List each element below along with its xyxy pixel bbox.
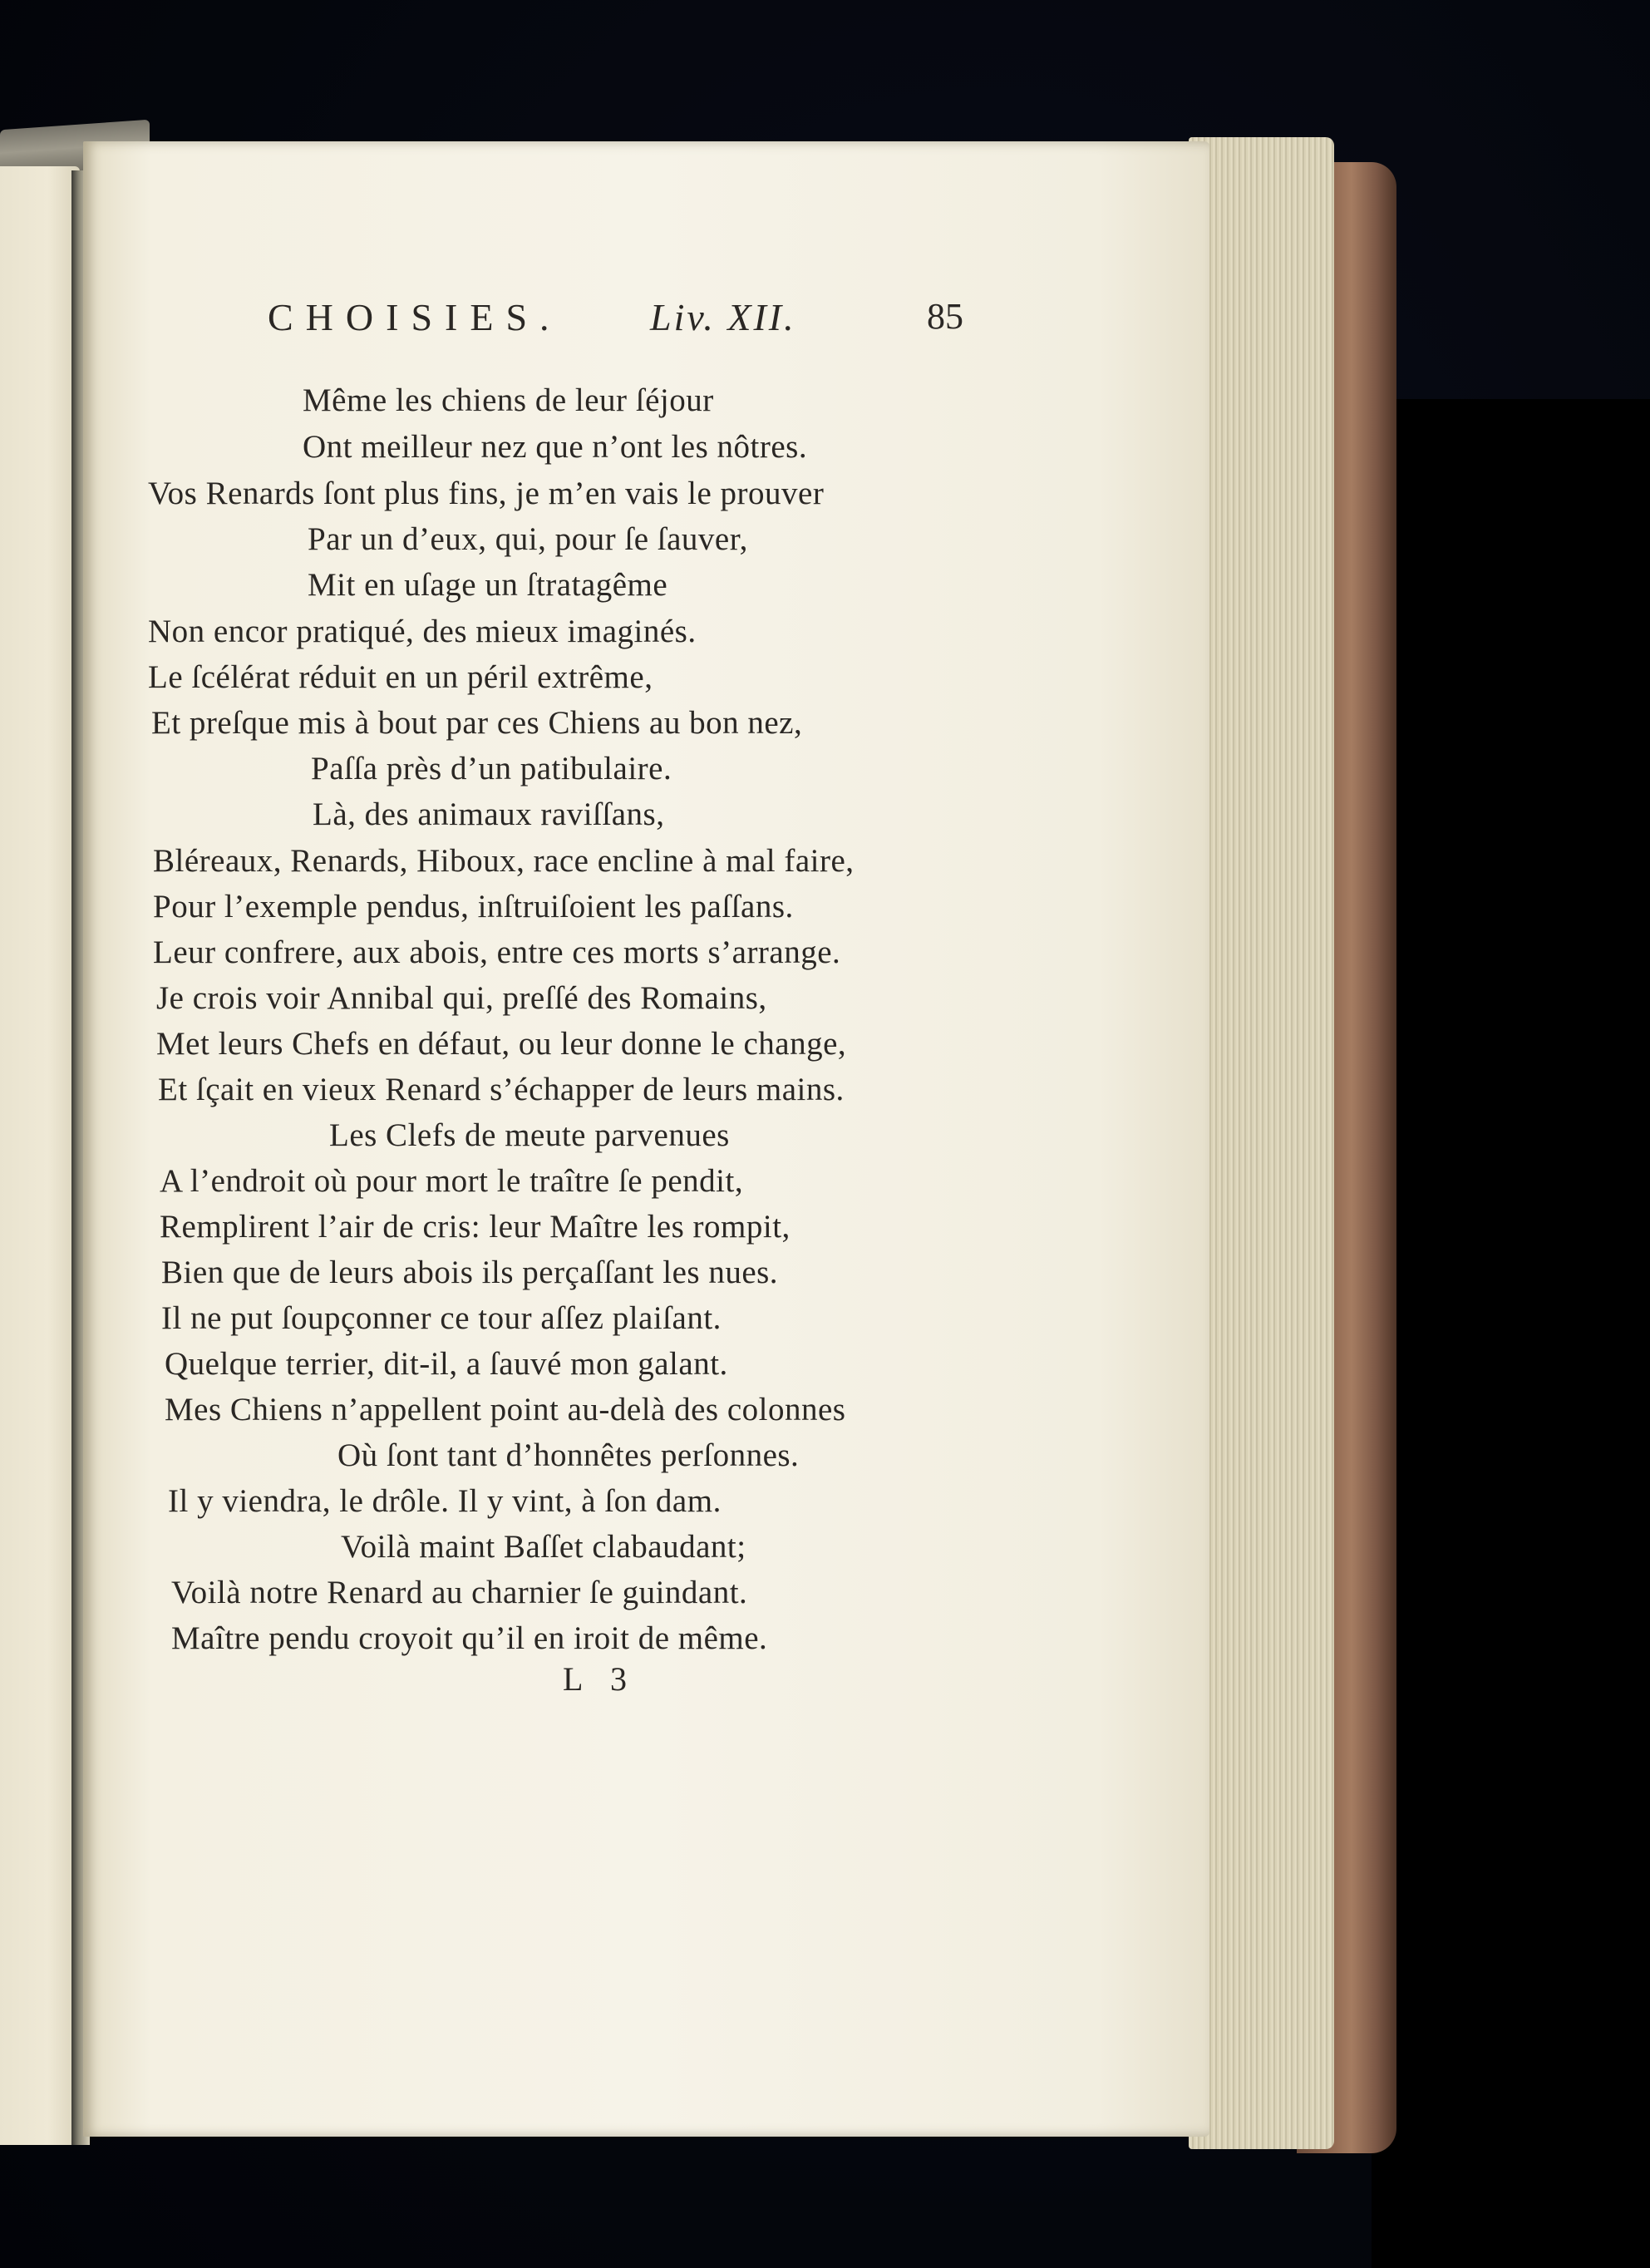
- verse-line: Vos Renards ſont plus fins, je m’en vais le prouver: [148, 476, 825, 511]
- verse-line: Mit en uſage un ſtratagême: [308, 567, 668, 603]
- running-title: CHOISIES.: [268, 296, 562, 338]
- verse-line: Voilà maint Baſſet clabaudant;: [341, 1529, 746, 1565]
- verse-line: Pour l’exemple pendus, inſtruiſoient les paſſans.: [153, 889, 794, 924]
- page-header: [0, 295, 1650, 353]
- verse-line: Bien que de leurs abois ils perçaſſant les nues.: [161, 1255, 779, 1290]
- verse-line: Là, des animaux raviſſans,: [313, 796, 665, 832]
- verse-line: Paſſa près d’un patibulaire.: [311, 751, 672, 786]
- verse-line: Où ſont tant d’honnêtes perſonnes.: [337, 1437, 800, 1473]
- verse-line: Il ne put ſoupçonner ce tour aſſez plaiſant.: [161, 1300, 722, 1336]
- verse-line: Met leurs Chefs en défaut, ou leur donne le change,: [156, 1026, 847, 1062]
- page-number: 85: [927, 296, 963, 337]
- verse-line: Le ſcélérat réduit en un péril extrême,: [148, 659, 653, 695]
- verse-line: Je crois voir Annibal qui, preſſé des Romains,: [156, 980, 767, 1016]
- verse-line: Même les chiens de leur ſéjour: [303, 382, 714, 418]
- page-fore-edge: [1189, 137, 1334, 2149]
- verse-line: Mes Chiens n’appellent point au-delà des colonnes: [165, 1392, 846, 1427]
- verse-line: Voilà notre Renard au charnier ſe guindant.: [171, 1575, 748, 1610]
- verse-line: Quelque terrier, dit-il, a ſauvé mon galant.: [165, 1346, 728, 1382]
- signature-mark: L 3: [563, 1660, 637, 1698]
- left-page: [0, 166, 80, 2145]
- book-reference: Liv. XII.: [650, 296, 796, 338]
- cover-shadow: [1372, 399, 1650, 2268]
- verse-line: Bléreaux, Renards, Hiboux, race encline à mal faire,: [153, 843, 855, 879]
- verse-line: Et ſçait en vieux Renard s’échapper de leurs mains.: [158, 1072, 845, 1107]
- verse-line: Il y viendra, le drôle. Il y vint, à ſon dam.: [168, 1483, 722, 1519]
- verse-line: Et preſque mis à bout par ces Chiens au bon nez,: [151, 705, 803, 741]
- verse-line: Remplirent l’air de cris: leur Maître les rompit,: [160, 1209, 791, 1245]
- verse-line: Leur confrere, aux abois, entre ces morts s’arrange.: [153, 934, 841, 970]
- verse-line: A l’endroit où pour mort le traître ſe pendit,: [160, 1163, 744, 1199]
- verse-line: Par un d’eux, qui, pour ſe ſauver,: [308, 521, 748, 557]
- verse-line: Les Clefs de meute parvenues: [329, 1117, 730, 1153]
- verse-line: Ont meilleur nez que n’ont les nôtres.: [303, 429, 808, 465]
- verse-line: Maître pendu croyoit qu’il en iroit de même.: [171, 1620, 768, 1656]
- verse-line: Non encor pratiqué, des mieux imaginés.: [148, 614, 697, 649]
